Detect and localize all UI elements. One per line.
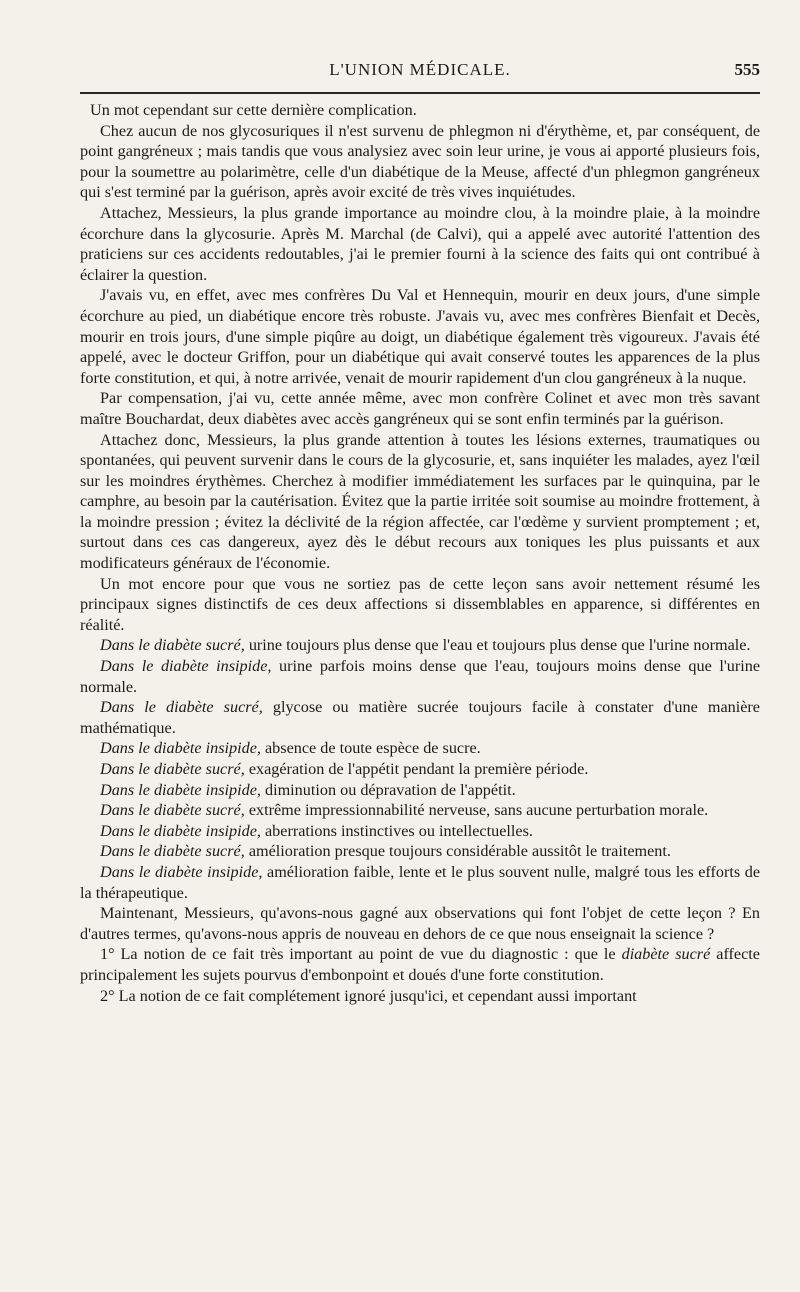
page-header bbox=[80, 60, 760, 90]
comparison-term: Dans le diabète sucré, bbox=[100, 636, 245, 655]
article-body bbox=[80, 100, 760, 1006]
running-head: L'UNION MÉDICALE. bbox=[329, 60, 511, 79]
comparison-item bbox=[80, 656, 760, 697]
comparison-text: urine toujours plus dense que l'eau et toujours plus dense que l'urine normale. bbox=[244, 636, 751, 655]
comparison-term: Dans le diabète sucré, bbox=[100, 801, 245, 820]
paragraph: Un mot cependant sur cette dernière complication. bbox=[90, 101, 417, 119]
comparison-term: Dans le diabète insipide, bbox=[100, 657, 272, 676]
paragraph: J'avais vu, en effet, avec mes confrères Du Val et Hennequin, mourir en deux jours, d'une simple écorchure au pied, un diabétique encore très robuste. J'avais vu, avec mes confrères Bienfait et Decès, mourir en trois jours, d'une simple piqûre au doigt, un diabétique également très vigoureux. J'avais été appelé, avec le docteur Griffon, pour un diabétique qui avait conservé toutes les apparences de la plus forte constitution, et qui, à notre arrivée, venait de mourir rapidement d'un clou gangréneux à la nuque. bbox=[80, 286, 760, 387]
comparison-item bbox=[80, 759, 760, 780]
comparison-term: Dans le diabète insipide, bbox=[100, 739, 261, 758]
comparison-item bbox=[80, 697, 760, 738]
comparison-item bbox=[80, 800, 760, 821]
paragraph: Attachez donc, Messieurs, la plus grande attention à toutes les lésions externes, traumatiques ou spontanées, qui peuvent survenir dans le cours de la glycosurie, et, sans inquiéter les malades, ayez l'œil sur les moindres érythèmes. Cherchez à modifier immédiatement les surfaces par le quinquina, par le camphre, au besoin par la cautérisation. Évitez que la partie irritée soit soumise au moindre frottement, à la moindre pression ; évitez la déclivité de la région affectée, car l'œdème y survient promptement ; et, surtout dans ces cas dangereux, ayez dès le début recours aux toniques les plus puissants et aux modificateurs généraux de l'économie. bbox=[80, 430, 760, 573]
header-rule bbox=[80, 92, 760, 94]
comparison-item bbox=[80, 841, 760, 862]
comparison-text: urine parfois moins dense que l'eau, toujours moins dense que l'urine normale. bbox=[80, 657, 760, 696]
comparison-term: Dans le diabète sucré, bbox=[100, 698, 263, 717]
paragraph-tail: affecte principalement les sujets pourvus d'embonpoint et doués d'une forte constitution. bbox=[80, 945, 760, 984]
comparison-item bbox=[80, 738, 760, 759]
page-number: 555 bbox=[734, 60, 760, 79]
comparison-text: aberrations instinctives ou intellectuelles. bbox=[260, 821, 533, 840]
paragraph bbox=[80, 944, 760, 985]
comparison-text: extrême impressionnabilité nerveuse, sans aucune perturbation morale. bbox=[244, 801, 709, 820]
comparison-item bbox=[80, 780, 760, 801]
comparison-term: Dans le diabète sucré, bbox=[100, 842, 245, 861]
paragraph-term: diabète sucré bbox=[621, 945, 711, 964]
comparison-text: amélioration faible, lente et le plus souvent nulle, malgré tous les efforts de la thérapeutique. bbox=[80, 862, 761, 902]
comparison-text: exagération de l'appétit pendant la première période. bbox=[244, 760, 589, 778]
paragraph: Un mot encore pour que vous ne sortiez pas de cette leçon sans avoir nettement résumé les principaux signes distinctifs de ces deux affections si dissemblables en apparence, si différentes en réalité. bbox=[80, 574, 760, 634]
comparison-item bbox=[80, 862, 760, 903]
comparison-item bbox=[80, 635, 760, 656]
comparison-term: Dans le diabète insipide, bbox=[100, 780, 261, 799]
paragraph: Par compensation, j'ai vu, cette année même, avec mon confrère Colinet et avec mon très savant maître Bouchardat, deux diabètes avec accès gangréneux qui se sont enfin terminés par la guérison. bbox=[80, 389, 760, 428]
comparison-term: Dans le diabète insipide, bbox=[100, 821, 261, 840]
comparison-text: amélioration presque toujours considérable aussitôt le traitement. bbox=[244, 842, 671, 861]
comparison-term: Dans le diabète sucré, bbox=[100, 760, 245, 778]
paragraph-lead: 1° La notion de ce fait très important au point de vue du diagnostic : que le bbox=[100, 945, 622, 964]
paragraph: Chez aucun de nos glycosuriques il n'est survenu de phlegmon ni d'érythème, et, par conséquent, de point gangréneux ; mais tandis que vous analysiez avec soin leur urine, je vous ai apporté plusieurs fois, pour la soumettre au polarimètre, celle d'un diabétique de la Meuse, affecté d'un phlegmon gangréneux qui s'est terminé par la guérison, après avoir excité de très vives inquiétudes. bbox=[80, 121, 760, 202]
comparison-item bbox=[80, 821, 760, 842]
comparison-text: absence de toute espèce de sucre. bbox=[260, 739, 481, 758]
comparison-text: diminution ou dépravation de l'appétit. bbox=[260, 780, 516, 799]
paragraph: Maintenant, Messieurs, qu'avons-nous gagné aux observations qui font l'objet de cette leçon ? En d'autres termes, qu'avons-nous appris de nouveau en dehors de ce que nous enseignait la science ? bbox=[80, 904, 760, 943]
paragraph: 2° La notion de ce fait complétement ignoré jusqu'ici, et cependant aussi important bbox=[100, 986, 637, 1005]
paragraph: Attachez, Messieurs, la plus grande importance au moindre clou, à la moindre plaie, à la moindre écorchure dans la glycosurie. Après M. Marchal (de Calvi), qui a appelé avec autorité l'attention des praticiens sur ces accidents redoutables, j'ai le premier fourni à la science des faits qui ont contribué à éclairer la question. bbox=[80, 203, 760, 284]
comparison-text: glycose ou matière sucrée toujours facile à constater d'une manière mathématique. bbox=[80, 698, 760, 737]
comparison-term: Dans le diabète insipide, bbox=[100, 862, 263, 881]
